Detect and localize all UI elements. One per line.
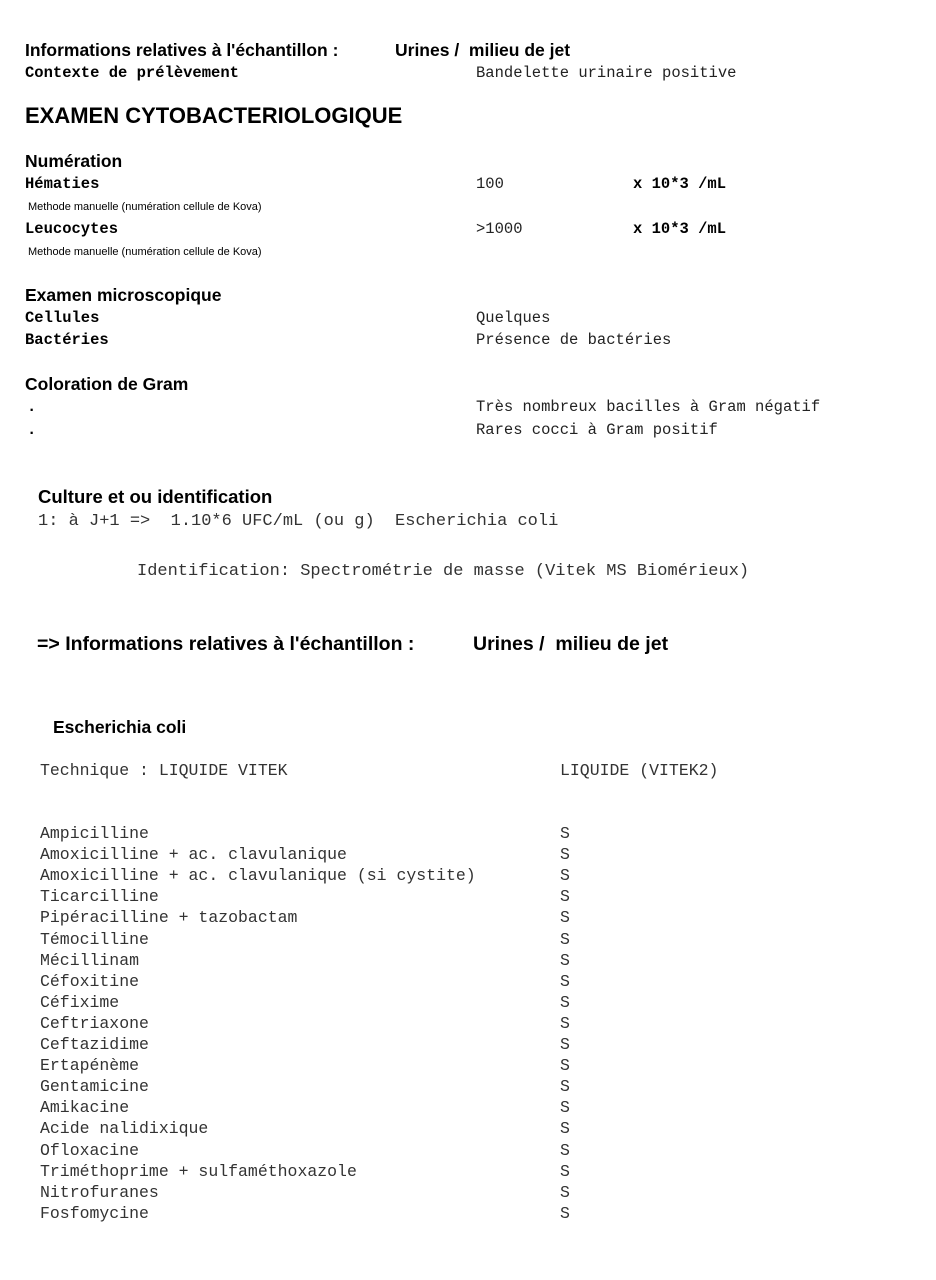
antibiotic-result: S — [560, 1119, 570, 1139]
antibiotic-name: Témocilline — [40, 929, 149, 949]
technique-value: LIQUIDE (VITEK2) — [560, 761, 719, 780]
antibiotic-result: S — [560, 1098, 570, 1118]
antibiotic-result: S — [560, 908, 570, 928]
leucocytes-method: Methode manuelle (numération cellule de Kova) — [28, 246, 262, 258]
technique-label: Technique : LIQUIDE VITEK — [40, 761, 288, 780]
table-row — [0, 866, 936, 887]
antibiotic-name: Ceftazidime — [40, 1035, 149, 1054]
antibiotic-name: Amoxicilline + ac. clavulanique — [40, 845, 347, 865]
culture-identification: Identification: Spectrométrie de masse (Vitek MS Biomérieux) — [137, 562, 750, 581]
leucocytes-value: >1000 — [476, 220, 523, 238]
sample-info-label: Informations relatives à l'échantillon : — [25, 40, 339, 60]
antibiotic-name: Céfixime — [40, 992, 120, 1012]
hematies-label: Hématies — [25, 175, 100, 193]
antibiotic-name: Ertapénème — [40, 1056, 140, 1076]
microscopy-title: Examen microscopique — [25, 285, 222, 305]
antibiotic-result: S — [560, 992, 570, 1012]
gram-line2-value: Rares cocci à Gram positif — [476, 421, 718, 439]
table-row — [0, 993, 936, 1014]
antibiotic-name: Fosfomycine — [40, 1203, 149, 1223]
antibiotic-result: S — [560, 1182, 570, 1202]
antibiotic-name: Mécillinam — [40, 950, 140, 970]
antibiotic-result: S — [560, 1035, 570, 1054]
table-row — [0, 824, 936, 845]
antibiotic-result: S — [560, 971, 570, 991]
antibiotic-result: S — [560, 950, 570, 970]
antibiotic-result: S — [560, 1013, 570, 1033]
table-row — [0, 1098, 936, 1119]
table-row — [0, 845, 936, 866]
leucocytes-label: Leucocytes — [25, 220, 119, 238]
table-row — [0, 1119, 936, 1140]
antibiotic-result: S — [560, 1203, 570, 1223]
hematies-method: Methode manuelle (numération cellule de Kova) — [28, 201, 262, 213]
antibiotic-result: S — [560, 866, 570, 886]
table-row — [0, 951, 936, 972]
antibiotic-result: S — [560, 1077, 570, 1097]
gram-title: Coloration de Gram — [25, 374, 189, 394]
antibiotic-result: S — [560, 1056, 570, 1076]
table-row — [0, 908, 936, 929]
table-row — [0, 1183, 936, 1204]
exam-title: EXAMEN CYTOBACTERIOLOGIQUE — [25, 103, 403, 128]
sample2-info-label: => Informations relatives à l'échantillon : — [37, 633, 415, 655]
antibiotic-name: Gentamicine — [40, 1077, 149, 1097]
bacteries-value: Présence de bactéries — [476, 331, 672, 349]
hematies-value: 100 — [476, 175, 504, 193]
antibiotic-name: Ticarcilline — [40, 887, 159, 907]
table-row — [0, 1056, 936, 1077]
antibiotic-name: Amikacine — [40, 1098, 130, 1118]
table-row — [0, 1077, 936, 1098]
leucocytes-unit: x 10*3 /mL — [633, 220, 727, 238]
antibiotic-name: Amoxicilline + ac. clavulanique (si cystite) — [40, 866, 476, 886]
antibiotic-result: S — [560, 845, 570, 865]
antibiotic-result: S — [560, 1161, 570, 1181]
gram-line2-marker: . — [27, 421, 37, 439]
cellules-value: Quelques — [476, 309, 551, 327]
table-row — [0, 1204, 936, 1225]
antibiotic-name: Pipéracilline + tazobactam — [40, 908, 298, 928]
cellules-label: Cellules — [25, 309, 100, 327]
antibiotic-name: Céfoxitine — [40, 971, 140, 991]
table-row — [0, 887, 936, 908]
antibiogram-organism: Escherichia coli — [53, 717, 187, 737]
antibiotic-name: Triméthoprime + sulfaméthoxazole — [40, 1161, 357, 1181]
antibiotic-result: S — [560, 1140, 570, 1160]
antibiotic-result: S — [560, 824, 570, 843]
bacteries-label: Bactéries — [25, 331, 109, 349]
table-row — [0, 972, 936, 993]
sample2-info-value: Urines / milieu de jet — [473, 633, 669, 655]
antibiotic-name: Ceftriaxone — [40, 1013, 149, 1033]
gram-line1-value: Très nombreux bacilles à Gram négatif — [476, 398, 821, 416]
culture-title: Culture et ou identification — [38, 486, 273, 507]
antibiotic-result: S — [560, 887, 570, 907]
antibiotic-name: Ofloxacine — [40, 1140, 140, 1160]
table-row — [0, 1162, 936, 1183]
antibiotic-name: Nitrofuranes — [40, 1182, 159, 1202]
gram-line1-marker: . — [27, 398, 37, 416]
table-row — [0, 1014, 936, 1035]
antibiotic-name: Acide nalidixique — [40, 1119, 209, 1139]
context-label: Contexte de prélèvement — [25, 64, 239, 82]
context-value: Bandelette urinaire positive — [476, 64, 737, 82]
antibiotic-name: Ampicilline — [40, 824, 149, 843]
hematies-unit: x 10*3 /mL — [633, 175, 727, 193]
culture-result: 1: à J+1 => 1.10*6 UFC/mL (ou g) Escherichia coli — [38, 512, 559, 531]
table-row — [0, 930, 936, 951]
table-row — [0, 1141, 936, 1162]
table-row — [0, 1035, 936, 1056]
antibiotic-result: S — [560, 929, 570, 949]
numeration-title: Numération — [25, 151, 123, 171]
sample-info-value: Urines / milieu de jet — [395, 40, 571, 60]
